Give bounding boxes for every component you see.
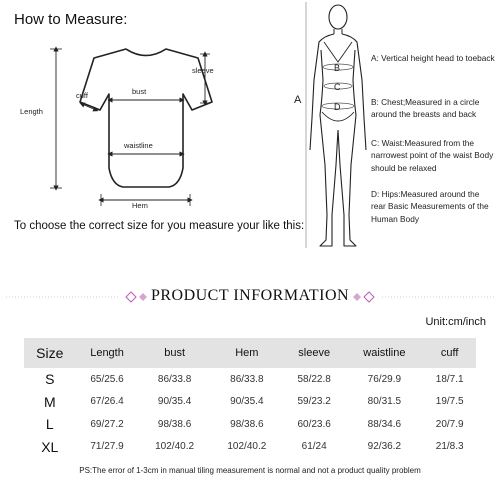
cell: 67/26.4	[90, 396, 124, 408]
table-header-row	[24, 338, 476, 368]
cell-size: S	[45, 371, 55, 388]
header-waistline: waistline	[363, 347, 406, 359]
length-label: Length	[20, 107, 43, 116]
cell: 80/31.5	[367, 396, 402, 408]
cell: 18/7.1	[435, 373, 464, 385]
shirt-diagram	[20, 40, 260, 215]
header-cuff: cuff	[440, 347, 459, 359]
size-table	[24, 338, 476, 458]
cell-size: M	[43, 393, 56, 410]
cell: 19/7.5	[435, 396, 464, 408]
cell: 98/38.6	[230, 418, 264, 430]
table-row	[24, 436, 476, 459]
measure-tip: To choose the correct size for you measure your like this:	[14, 220, 305, 232]
cell: 92/36.2	[367, 441, 402, 453]
cuff-label: cuff	[76, 91, 88, 100]
cell: 69/27.2	[90, 418, 124, 430]
page-title: How to Measure:	[14, 11, 128, 28]
table-row	[24, 391, 476, 414]
unit-label: Unit:cm/inch	[425, 316, 486, 328]
cell-size: L	[45, 416, 54, 433]
footer-note: PS:The error of 1-3cm in manual tiling measurement is normal and not a product quality problem	[79, 466, 421, 475]
cell: 60/23.6	[297, 418, 331, 430]
cell: 102/40.2	[227, 441, 267, 453]
cell: 71/27.9	[90, 441, 124, 453]
cell: 86/33.8	[157, 373, 192, 385]
cell: 86/33.8	[230, 373, 264, 385]
header-length: Length	[90, 347, 124, 359]
cell: 102/40.2	[155, 441, 195, 453]
cell: 65/25.6	[90, 373, 124, 385]
cell: 20/7.9	[435, 418, 464, 430]
label-a: A	[294, 94, 302, 106]
note-a: A: Vertical height head to toeback	[371, 53, 495, 63]
header-size: Size	[36, 345, 64, 361]
cell: 98/38.6	[157, 418, 192, 430]
header-hem: Hem	[235, 347, 259, 359]
waistline-label: waistline	[124, 141, 153, 150]
header-bust: bust	[164, 347, 185, 359]
label-b: B	[334, 63, 341, 73]
cell: 76/29.9	[367, 373, 402, 385]
cell: 88/34.6	[367, 418, 402, 430]
cell: 90/35.4	[157, 396, 192, 408]
section-title: PRODUCT INFORMATION	[150, 287, 350, 304]
cell: 59/23.2	[297, 396, 331, 408]
body-figure	[292, 0, 370, 255]
cell-size: XL	[41, 438, 59, 455]
label-d: D	[334, 102, 341, 112]
cell: 58/22.8	[297, 373, 331, 385]
hem-label: Hem	[132, 201, 148, 210]
bust-label: bust	[132, 87, 147, 96]
label-c: C	[334, 82, 341, 92]
note-c: C: Waist:Measured from the narrowest point of the waist Body should be relaxed	[371, 138, 494, 173]
table-row	[24, 413, 476, 436]
sleeve-label: sleeve	[192, 66, 214, 75]
table-row	[24, 368, 476, 391]
cell: 61/24	[301, 441, 327, 453]
cell: 21/8.3	[435, 441, 464, 453]
header-sleeve: sleeve	[298, 347, 331, 359]
note-b: B: Chest;Measured in a circle around the breasts and back	[371, 97, 480, 120]
cell: 90/35.4	[230, 396, 264, 408]
note-d: D: Hips:Measured around the rear Basic Measurements of the Human Body	[371, 189, 489, 224]
